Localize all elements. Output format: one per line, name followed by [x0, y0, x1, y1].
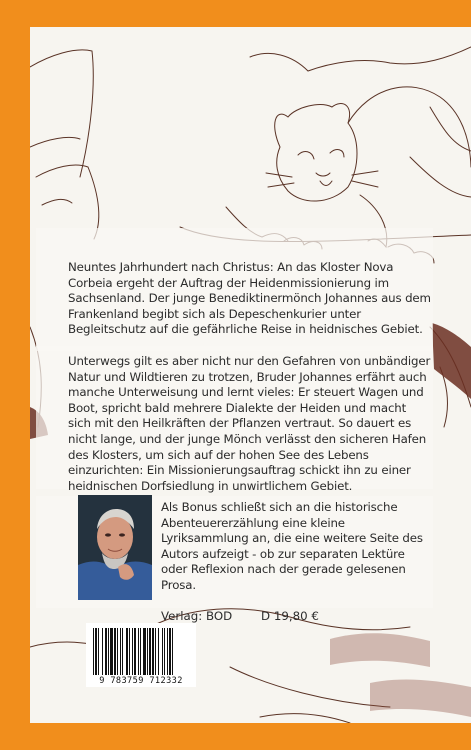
barcode-bar [147, 628, 148, 675]
barcode-bar [143, 628, 146, 675]
barcode-bar [138, 628, 139, 675]
isbn-barcode [86, 623, 196, 687]
barcode-bar [164, 628, 165, 675]
blurb-paragraph-2: Unterwegs gilt es aber nicht nur den Gefahren von unbändiger Natur und Wildtieren zu trotzen, Bruder Johannes erfährt auch manche Unterweisung und lernt vieles: Er steuert Wagen und Boot, spricht bald mehrere Dialekte der Heiden und macht sich mit den Heilkräften der Pflanzen vertraut. So dauert es nicht lange, und der junge Mönch verlässt den sicheren Hafen des Klosters, um sich auf der hohen See des Lebens einzurichten: Ein Missionierungsauftrag schickt ihn zu einer heidnischen Dorfsiedlung in unwirtlichem Gebiet. [68, 354, 431, 493]
barcode-bar [120, 628, 121, 675]
barcode-bar [105, 628, 107, 675]
isbn-digits: 9 783759 712332 [99, 676, 183, 686]
barcode-bar [162, 628, 163, 675]
barcode-bar [126, 628, 128, 675]
barcode-bar [117, 628, 118, 675]
barcode-bar [134, 628, 136, 675]
barcode-bar [149, 628, 151, 675]
barcode-bar [95, 628, 97, 675]
barcode-bar [132, 628, 133, 675]
barcode-bar [140, 628, 141, 675]
barcode-bar [102, 628, 103, 675]
barcode-bar [152, 628, 154, 675]
barcode-bar [155, 628, 156, 675]
barcode-bar [122, 628, 123, 675]
barcode-bar [108, 628, 109, 675]
barcode-bar [169, 628, 171, 675]
blurb-paragraph-3: Als Bonus schließt sich an die historische Abenteuererzählung eine kleine Lyriksammlung an, die eine weitere Seite des Autors aufzeigt - ob zur separaten Lektüre oder Reflexion nach der gerade gelesenen Prosa. [161, 500, 423, 592]
barcode-bar [158, 628, 159, 675]
price-label: D 19,80 € [261, 609, 319, 623]
barcode-bar [110, 628, 113, 675]
publisher-label: Verlag: BOD [161, 609, 233, 623]
author-portrait-photo [78, 495, 152, 600]
barcode-bar [98, 628, 99, 675]
barcode-bar [167, 628, 168, 675]
barcode-bar [114, 628, 116, 675]
blurb-paragraph-1: Neuntes Jahrhundert nach Christus: An das Kloster Nova Corbeia ergeht der Auftrag der Heidenmissionierung im Sachsenland. Der junge Benediktinermönch Johannes aus dem Frankenland begibt sich als Depeschenkurier unter Begleitschutz auf die gefährliche Reise in heidnisches Gebiet. [68, 260, 431, 337]
barcode-bar [129, 628, 130, 675]
author-photo [78, 495, 152, 600]
barcode-bars [93, 628, 189, 675]
barcode-bar [172, 628, 173, 675]
barcode-bar [93, 628, 94, 675]
